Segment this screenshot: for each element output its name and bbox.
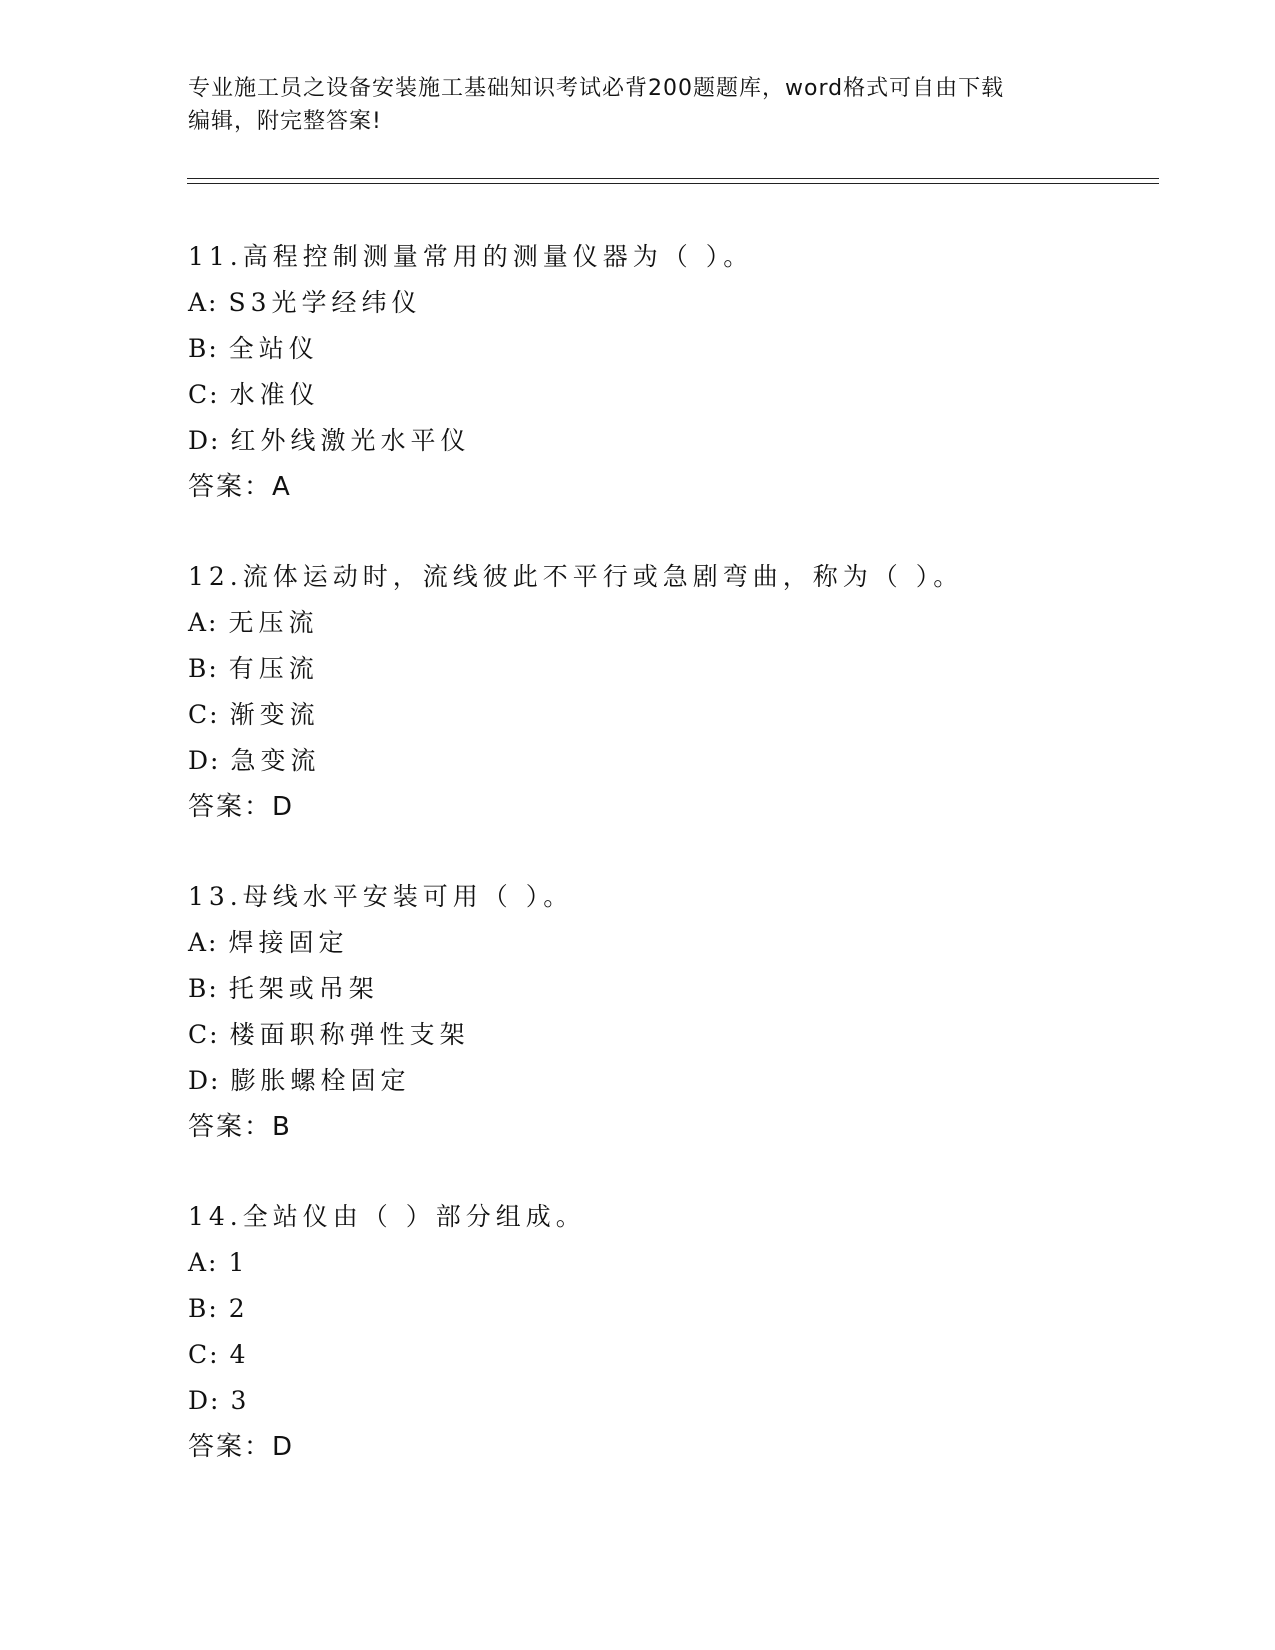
option-a: A: 1 — [188, 1248, 250, 1277]
option-c: C: 楼面职称弹性支架 — [188, 1020, 470, 1049]
question-stem: 13.母线水平安装可用（ ）。 — [188, 882, 574, 911]
document-header — [188, 72, 1088, 138]
question-12 — [188, 554, 1168, 830]
option-d: D: 红外线激光水平仪 — [188, 426, 471, 455]
header-title-line-1: 专业施工员之设备安装施工基础知识考试必背200题题库，word格式可自由下载 — [188, 76, 1005, 101]
option-d: D: 急变流 — [188, 746, 321, 775]
option-b: B: 有压流 — [188, 654, 319, 683]
answer-line: 答案：B — [188, 1112, 292, 1142]
option-c: C: 渐变流 — [188, 700, 320, 729]
option-a: A: 无压流 — [188, 608, 319, 637]
option-c: C: 4 — [188, 1340, 251, 1369]
option-a: A: 焊接固定 — [188, 928, 349, 957]
question-14 — [188, 1194, 1168, 1470]
question-13 — [188, 874, 1168, 1150]
option-b: B: 2 — [188, 1294, 250, 1323]
option-d: D: 3 — [188, 1386, 252, 1415]
question-stem: 11.高程控制测量常用的测量仪器为（ ）。 — [188, 242, 754, 271]
question-stem: 14.全站仪由（ ）部分组成。 — [188, 1202, 586, 1231]
option-a: A: S3光学经纬仪 — [188, 288, 422, 317]
option-d: D: 膨胀螺栓固定 — [188, 1066, 411, 1095]
question-stem: 12.流体运动时，流线彼此不平行或急剧弯曲，称为（ ）。 — [188, 562, 964, 591]
option-b: B: 全站仪 — [188, 334, 319, 363]
answer-line: 答案：A — [188, 472, 292, 502]
header-title-line-2: 编辑，附完整答案! — [188, 109, 382, 134]
header-divider-bottom — [187, 183, 1159, 184]
answer-line: 答案：D — [188, 1432, 295, 1462]
header-divider-top — [187, 178, 1159, 179]
answer-line: 答案：D — [188, 792, 295, 822]
option-c: C: 水准仪 — [188, 380, 320, 409]
option-b: B: 托架或吊架 — [188, 974, 379, 1003]
question-11 — [188, 234, 1168, 510]
